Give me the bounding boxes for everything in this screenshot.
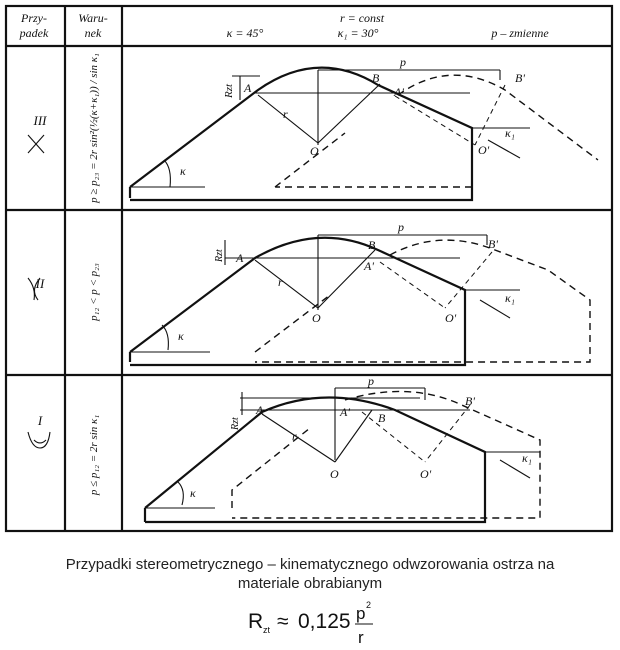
case-condition: p₁₂ < p < p₂₃	[88, 263, 100, 321]
point-O-prime: O'	[478, 143, 490, 157]
point-A: A	[256, 403, 264, 417]
p-label: p	[400, 55, 406, 69]
point-A-prime: A'	[340, 405, 350, 419]
case-numeral: II	[35, 276, 45, 291]
point-A-prime: A'	[364, 259, 374, 273]
r-label: r	[278, 275, 283, 289]
point-B: B	[372, 71, 380, 85]
formula-numerator: p	[356, 604, 366, 623]
point-O: O	[310, 144, 319, 158]
formula-coefficient: 0,125	[298, 610, 351, 633]
point-A: A	[244, 81, 252, 95]
point-B: B	[378, 411, 386, 425]
tool-profile	[130, 238, 465, 365]
point-B-prime: B'	[488, 237, 498, 251]
point-A-prime: A'	[394, 85, 404, 99]
kappa-label: κ	[180, 164, 186, 178]
header-kappa: κ = 45°	[226, 26, 264, 40]
rzt-label: Rzt	[214, 249, 225, 262]
point-B: B	[368, 238, 376, 252]
tool-profile-shifted	[275, 75, 598, 187]
kappa-label: κ	[178, 329, 184, 343]
row-case-II	[28, 220, 590, 365]
table-header	[19, 11, 550, 40]
kappa-arc	[164, 160, 170, 187]
formula-numerator-exponent: 2	[366, 600, 372, 610]
point-A: A	[236, 251, 244, 265]
formula-approx: ≈	[277, 610, 289, 633]
kappa-arc	[178, 482, 183, 505]
tool-profile	[145, 397, 485, 522]
kappa-arc	[162, 325, 168, 350]
formula-lhs-subscript: zt	[263, 625, 271, 635]
r-label: r	[292, 429, 297, 443]
header-kappa1: κ₁ = 30°	[337, 26, 379, 40]
rzt-label: Rzt	[223, 83, 235, 98]
header-p-variable: p – zmienne	[491, 26, 549, 40]
header-case: Przy-	[21, 11, 47, 25]
kappa1-label: κ₁	[522, 451, 532, 465]
case-condition: p ≤ p₁₂ = 2r sin κ₁	[88, 414, 100, 496]
tool-tip-icon	[28, 432, 50, 448]
case-condition: p ≥ p₂₃ = 2r sin²(½(κ+κ₁)) / sin κ₁	[88, 53, 100, 203]
kappa1-label: κ₁	[505, 126, 515, 140]
point-O-prime: O'	[420, 467, 432, 481]
tool-tip-icon	[28, 135, 44, 153]
r-label: r	[283, 107, 288, 121]
case-numeral: III	[33, 113, 47, 128]
header-r-const: r = const	[339, 11, 385, 25]
figure-caption: materiale obrabianym	[237, 575, 383, 592]
row-case-I	[28, 374, 540, 522]
kappa-label: κ	[190, 486, 196, 500]
rzt-formula	[0, 598, 620, 650]
point-O: O	[312, 311, 321, 325]
point-B-prime: B'	[465, 394, 475, 408]
point-O: O	[330, 467, 339, 481]
point-O-prime: O'	[445, 311, 457, 325]
case-numeral: I	[37, 413, 43, 428]
kappa1-label: κ₁	[505, 291, 515, 305]
row-case-III	[28, 53, 598, 204]
header-case: padek	[19, 26, 49, 40]
header-condition: nek	[84, 26, 102, 40]
header-condition: Waru-	[78, 11, 108, 25]
rzt-label: Rzt	[230, 417, 241, 430]
tool-profile	[130, 68, 472, 200]
formula-denominator: r	[358, 628, 364, 647]
p-label: p	[398, 220, 404, 234]
p-label: p	[368, 374, 374, 388]
construction-lines	[240, 388, 540, 478]
figure-caption: Przypadki stereometrycznego – kinematycznego odwzorowania ostrza na	[65, 556, 555, 573]
point-B-prime: B'	[515, 71, 525, 85]
formula-lhs: R	[248, 610, 264, 633]
